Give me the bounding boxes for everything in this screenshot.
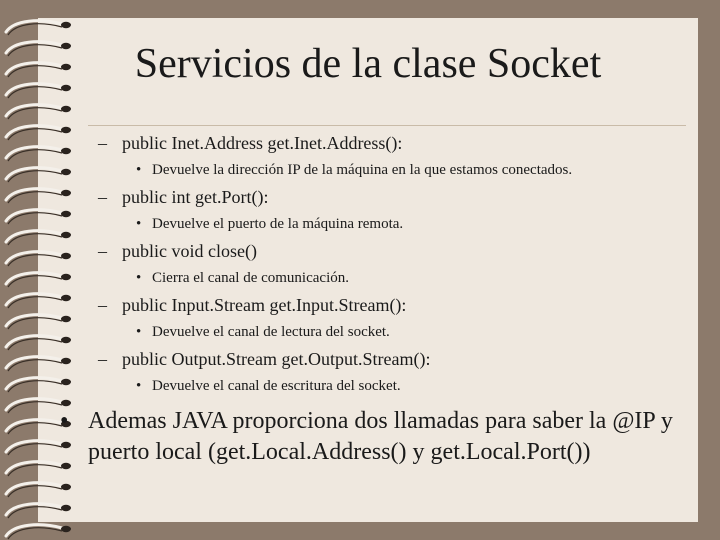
bullet-marker: • [60, 408, 69, 434]
description-item [136, 162, 572, 179]
method-text: public void close() [122, 241, 257, 261]
binder-ring-icon [6, 231, 71, 245]
slide-title: Servicios de la clase Socket [134, 41, 602, 87]
method-item [98, 187, 268, 208]
description-item [136, 270, 349, 287]
binder-ring-icon [6, 357, 71, 371]
description-text: Devuelve el canal de escritura del socket. [152, 378, 401, 394]
dash-marker: – [98, 187, 107, 207]
binder-ring-icon [6, 189, 71, 203]
method-text: public Input.Stream get.Input.Stream(): [122, 295, 407, 315]
bullet-marker: • [136, 162, 142, 178]
binder-ring-icon [6, 147, 71, 161]
binder-ring-icon [6, 252, 71, 266]
method-text: public Output.Stream get.Output.Stream(): [122, 349, 431, 369]
bottom-text: Ademas JAVA proporciona dos llamadas para saber la @IP y puerto local (get.Local.Address() y get.Local.Port()) [88, 408, 673, 465]
binder-ring-icon [6, 168, 71, 182]
binder-ring-icon [6, 336, 71, 350]
method-item [98, 349, 430, 370]
description-item [136, 324, 390, 341]
bullet-marker: • [136, 270, 142, 286]
binder-ring-icon [6, 210, 71, 224]
method-item [98, 241, 257, 262]
binder-ring-icon [6, 483, 71, 497]
binder-ring-icon [6, 294, 71, 308]
dash-marker: – [98, 133, 107, 153]
description-item [136, 378, 401, 395]
method-text: public int get.Port(): [122, 187, 269, 207]
binder-ring-icon [6, 126, 71, 140]
method-item [98, 133, 402, 154]
description-text: Devuelve la dirección IP de la máquina en la que estamos conectados. [152, 162, 573, 178]
binder-ring-icon [6, 525, 71, 539]
bullet-marker: • [136, 378, 142, 394]
method-text: public Inet.Address get.Inet.Address(): [122, 133, 403, 153]
binder-ring-icon [6, 21, 71, 35]
dash-marker: – [98, 295, 107, 315]
description-text: Devuelve el canal de lectura del socket. [152, 324, 390, 340]
bullet-marker: • [136, 324, 142, 340]
method-item [98, 295, 406, 316]
binder-ring-icon [6, 105, 71, 119]
dash-marker: – [98, 241, 107, 261]
description-item [136, 216, 403, 233]
description-text: Devuelve el puerto de la máquina remota. [152, 216, 404, 232]
binder-ring-icon [6, 273, 71, 287]
binder-ring-icon [6, 504, 71, 518]
binder-ring-icon [6, 378, 71, 392]
binder-ring-icon [6, 315, 71, 329]
dash-marker: – [98, 349, 107, 369]
description-text: Cierra el canal de comunicación. [152, 270, 349, 286]
title-divider [88, 125, 686, 126]
bottom-paragraph [60, 406, 680, 468]
bullet-marker: • [136, 216, 142, 232]
